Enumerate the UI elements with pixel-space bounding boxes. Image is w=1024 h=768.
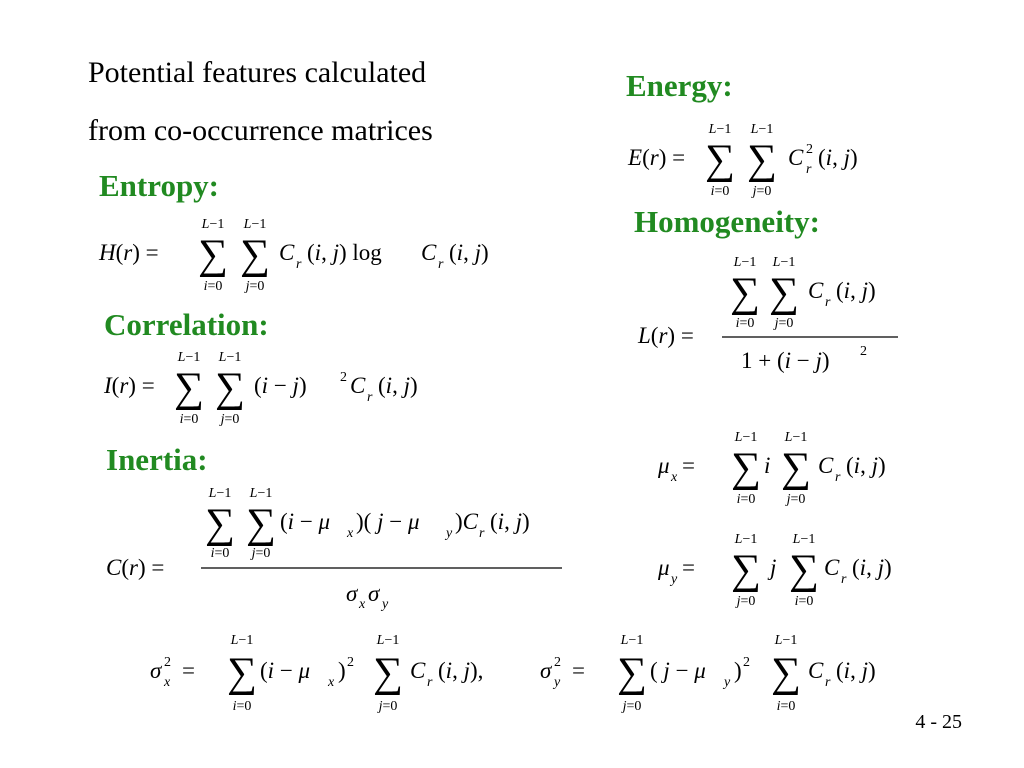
- svg-text:i=0: i=0: [736, 492, 756, 507]
- sigma-y-formula: [540, 628, 920, 718]
- svg-text:C: C: [808, 658, 824, 683]
- sigma-x-formula: [150, 628, 530, 718]
- svg-text:L−1: L−1: [230, 633, 254, 648]
- svg-text:∑: ∑: [205, 501, 235, 547]
- svg-text:(i, j): (i, j): [852, 555, 892, 580]
- svg-text:j=0: j=0: [220, 412, 240, 427]
- svg-text:x: x: [671, 470, 678, 485]
- correlation-heading: Correlation:: [104, 307, 269, 342]
- entropy-heading: Entropy:: [99, 168, 220, 203]
- svg-text:L−1: L−1: [734, 430, 758, 445]
- svg-text:2: 2: [347, 655, 354, 670]
- svg-text:=: =: [682, 555, 695, 580]
- svg-text:r: r: [367, 390, 373, 405]
- svg-text:C: C: [808, 278, 824, 303]
- svg-text:L−1: L−1: [201, 217, 225, 232]
- svg-text:C: C: [824, 555, 840, 580]
- svg-text:=: =: [682, 453, 695, 478]
- svg-text:L−1: L−1: [376, 633, 400, 648]
- svg-text:C: C: [279, 240, 295, 265]
- svg-text:r: r: [825, 675, 831, 690]
- svg-text:j=0: j=0: [752, 184, 772, 199]
- svg-text:x: x: [164, 675, 171, 690]
- svg-text:(i, j): (i, j): [836, 278, 876, 303]
- correlation-formula: [104, 345, 464, 431]
- svg-text:C: C: [818, 453, 834, 478]
- svg-text:∑: ∑: [246, 501, 276, 547]
- svg-text:i=0: i=0: [735, 316, 755, 331]
- svg-text:2: 2: [743, 655, 750, 670]
- svg-text:r: r: [438, 257, 444, 272]
- svg-text:L−1: L−1: [733, 255, 757, 270]
- svg-text:y: y: [554, 675, 561, 690]
- svg-text:∑: ∑: [215, 365, 245, 411]
- svg-text:(i − μ: (i − μ: [260, 658, 311, 683]
- svg-text:)( j − μ: )( j − μ: [356, 509, 420, 534]
- svg-text:(i, j): (i, j): [378, 373, 418, 398]
- svg-text:I(r) =: I(r) =: [104, 373, 155, 398]
- svg-text:i=0: i=0: [776, 699, 796, 714]
- svg-text:x: x: [347, 526, 354, 541]
- svg-text:L(r) =: L(r) =: [638, 323, 694, 348]
- svg-text:j: j: [770, 555, 777, 580]
- svg-text:y: y: [671, 572, 678, 587]
- svg-text:σ: σ: [346, 581, 358, 606]
- svg-text:r: r: [296, 257, 302, 272]
- svg-text:∑: ∑: [705, 137, 735, 183]
- svg-text:(i − j): (i − j): [254, 373, 307, 398]
- svg-text:E(r) =: E(r) =: [628, 145, 686, 170]
- svg-text:∑: ∑: [789, 547, 819, 593]
- svg-text:j=0: j=0: [251, 546, 271, 561]
- svg-text:∑: ∑: [617, 650, 647, 696]
- svg-text:2: 2: [806, 142, 813, 157]
- svg-text:L−1: L−1: [784, 430, 808, 445]
- svg-text:i: i: [764, 453, 771, 478]
- svg-text:2: 2: [554, 655, 561, 670]
- svg-text:L−1: L−1: [750, 122, 774, 137]
- svg-text:1 + (i − j): 1 + (i − j): [741, 348, 830, 373]
- svg-text:C: C: [410, 658, 426, 683]
- svg-text:r: r: [825, 295, 831, 310]
- svg-text:(i − μ: (i − μ: [280, 509, 331, 534]
- svg-text:∑: ∑: [730, 270, 760, 316]
- svg-text:j=0: j=0: [622, 699, 642, 714]
- svg-text:L−1: L−1: [249, 486, 273, 501]
- svg-text:L−1: L−1: [620, 633, 644, 648]
- svg-text:σ: σ: [540, 658, 552, 683]
- svg-text:L−1: L−1: [708, 122, 732, 137]
- svg-text:L−1: L−1: [177, 350, 201, 365]
- svg-text:x: x: [328, 675, 335, 690]
- svg-text:i=0: i=0: [710, 184, 730, 199]
- svg-text:L−1: L−1: [243, 217, 267, 232]
- svg-text:(i, j): (i, j): [836, 658, 876, 683]
- svg-text:∑: ∑: [771, 650, 801, 696]
- page-number: 4 - 25: [915, 711, 962, 733]
- svg-text:j=0: j=0: [786, 492, 806, 507]
- svg-text:∑: ∑: [198, 232, 228, 278]
- svg-text:∑: ∑: [227, 650, 257, 696]
- svg-text:i=0: i=0: [210, 546, 230, 561]
- svg-text:r: r: [479, 526, 485, 541]
- svg-text:∑: ∑: [731, 547, 761, 593]
- svg-text:i=0: i=0: [232, 699, 252, 714]
- svg-text:∑: ∑: [174, 365, 204, 411]
- intro-line-2: from co-occurrence matrices: [88, 114, 433, 147]
- svg-text:2: 2: [340, 370, 347, 385]
- svg-text:C: C: [788, 145, 804, 170]
- svg-text:i=0: i=0: [794, 594, 814, 609]
- svg-text:=: =: [572, 658, 585, 683]
- svg-text:σ: σ: [368, 581, 380, 606]
- svg-text:r: r: [806, 162, 812, 177]
- svg-text:∑: ∑: [747, 137, 777, 183]
- svg-text:i=0: i=0: [179, 412, 199, 427]
- svg-text:=: =: [182, 658, 195, 683]
- svg-text:H(r) =: H(r) =: [99, 240, 159, 265]
- svg-text:C: C: [421, 240, 437, 265]
- svg-text:L−1: L−1: [774, 633, 798, 648]
- svg-text:∑: ∑: [731, 445, 761, 491]
- svg-text:L−1: L−1: [772, 255, 796, 270]
- svg-text:y: y: [446, 526, 453, 541]
- svg-text:L−1: L−1: [218, 350, 242, 365]
- svg-text:(i, j),: (i, j),: [438, 658, 484, 683]
- svg-text:)C: )C: [455, 509, 479, 534]
- svg-text:r: r: [841, 572, 847, 587]
- inertia-formula: [106, 483, 576, 613]
- homogeneity-formula: [638, 250, 908, 380]
- svg-text:(i, j) log: (i, j) log: [307, 240, 382, 265]
- svg-text:): ): [734, 658, 742, 683]
- svg-text:σ: σ: [150, 658, 162, 683]
- svg-text:r: r: [835, 470, 841, 485]
- svg-text:j=0: j=0: [245, 279, 265, 294]
- svg-text:i=0: i=0: [203, 279, 223, 294]
- svg-text:L−1: L−1: [734, 532, 758, 547]
- inertia-heading: Inertia:: [106, 442, 208, 477]
- svg-text:C(r) =: C(r) =: [106, 555, 165, 580]
- svg-text:μ: μ: [658, 555, 670, 580]
- svg-text:(i, j): (i, j): [818, 145, 858, 170]
- entropy-formula: [99, 208, 529, 294]
- svg-text:j=0: j=0: [774, 316, 794, 331]
- svg-text:∑: ∑: [373, 650, 403, 696]
- svg-text:y: y: [724, 675, 731, 690]
- svg-text:∑: ∑: [240, 232, 270, 278]
- svg-text:( j − μ: ( j − μ: [650, 658, 706, 683]
- svg-text:j=0: j=0: [378, 699, 398, 714]
- svg-text:2: 2: [860, 344, 867, 359]
- svg-text:y: y: [382, 597, 389, 612]
- intro-line-1: Potential features calculated: [88, 56, 427, 89]
- mu-x-formula: [658, 425, 928, 511]
- energy-heading: Energy:: [626, 68, 733, 103]
- svg-text:L−1: L−1: [792, 532, 816, 547]
- svg-text:(i, j): (i, j): [846, 453, 886, 478]
- svg-text:∑: ∑: [769, 270, 799, 316]
- energy-formula: [628, 113, 898, 199]
- svg-text:C: C: [350, 373, 366, 398]
- svg-text:r: r: [427, 675, 433, 690]
- svg-text:2: 2: [164, 655, 171, 670]
- svg-text:): ): [338, 658, 346, 683]
- svg-text:∑: ∑: [781, 445, 811, 491]
- svg-text:(i, j): (i, j): [449, 240, 489, 265]
- svg-text:(i, j): (i, j): [490, 509, 530, 534]
- homogeneity-heading: Homogeneity:: [634, 204, 820, 239]
- svg-text:x: x: [359, 597, 366, 612]
- svg-text:L−1: L−1: [208, 486, 232, 501]
- svg-text:μ: μ: [658, 453, 670, 478]
- mu-y-formula: [658, 527, 928, 613]
- svg-text:j=0: j=0: [736, 594, 756, 609]
